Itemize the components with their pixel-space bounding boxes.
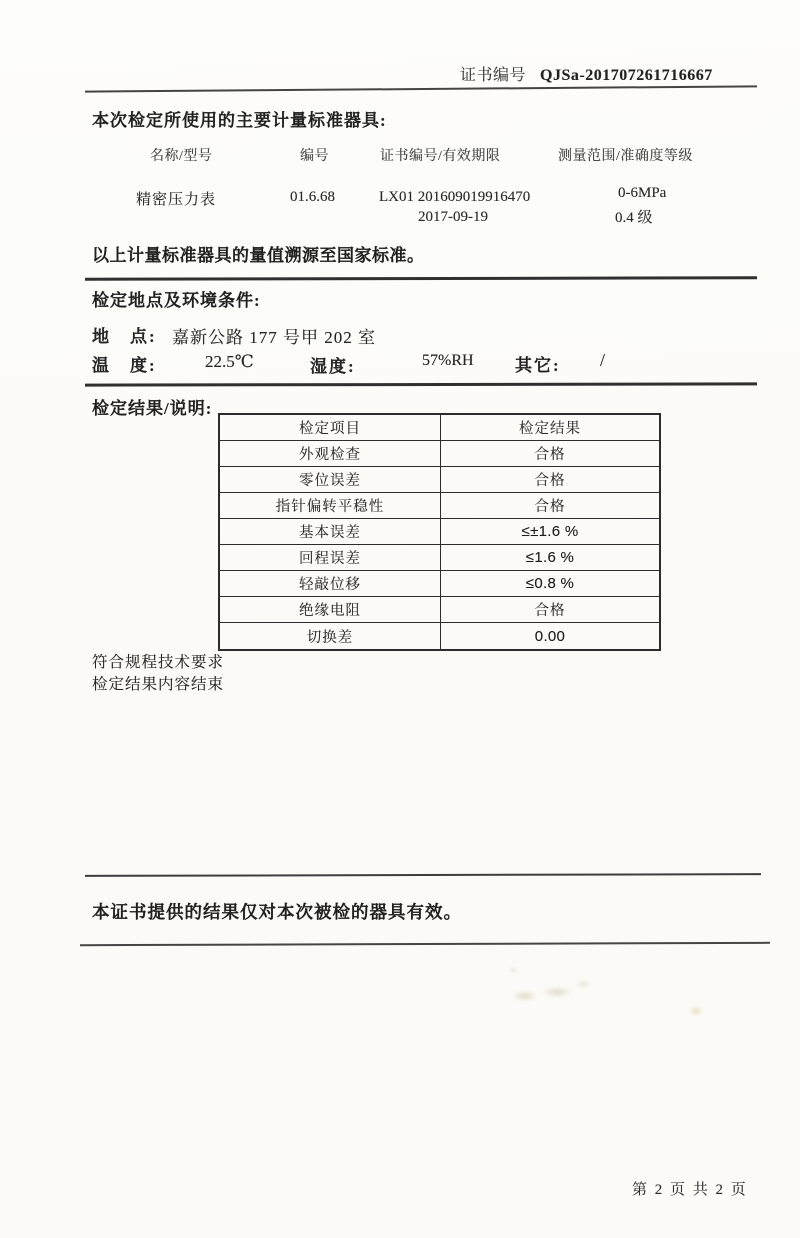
table-row	[220, 519, 659, 545]
results-section-rule	[85, 382, 757, 386]
result-item-value: ≤±1.6 %	[521, 523, 579, 540]
results-table-header-row	[220, 415, 659, 441]
result-item-label: 回程误差	[220, 545, 441, 570]
environment-section-title: 检定地点及环境条件:	[92, 291, 261, 310]
location-value: 嘉新公路 177 号甲 202 室	[172, 328, 376, 347]
table-row	[220, 545, 659, 571]
instrument-cert-number: LX01 201609019916470	[379, 189, 531, 205]
result-item-value: 合格	[534, 603, 566, 619]
traceability-note: 以上计量标准器具的量值溯源至国家标准。	[92, 246, 425, 265]
instrument-accuracy-class: 0.4 级	[615, 210, 653, 226]
result-item-value: 0.00	[534, 627, 566, 645]
header-rule	[85, 85, 757, 92]
results-section-title: 检定结果/说明:	[92, 399, 213, 418]
certificate-number-label: 证书编号	[460, 67, 527, 84]
validity-rule-top	[85, 873, 761, 877]
instrument-range: 0-6MPa	[618, 185, 667, 201]
table-row	[220, 623, 659, 649]
table-row	[220, 493, 659, 519]
column-header-name: 名称/型号	[150, 149, 213, 164]
results-end-note: 检定结果内容结束	[92, 676, 225, 693]
column-header-serial: 编号	[300, 149, 329, 164]
location-label: 地 点:	[92, 327, 157, 346]
humidity-value: 57%RH	[422, 352, 474, 369]
instrument-serial: 01.6.68	[290, 189, 335, 205]
certificate-number-line	[460, 62, 713, 85]
table-row	[220, 467, 659, 493]
table-row	[220, 597, 659, 623]
column-header-range: 测量范围/准确度等级	[558, 149, 693, 164]
result-item-label: 切换差	[220, 623, 441, 649]
stamp-bleed-through	[495, 958, 615, 1018]
instrument-name: 精密压力表	[136, 192, 217, 208]
result-item-value: ≤1.6 %	[525, 549, 575, 566]
other-condition-value: /	[600, 350, 606, 370]
result-item-label: 轻敲位移	[220, 571, 441, 596]
temperature-value: 22.5℃	[205, 352, 254, 371]
page-indicator: 第 2 页 共 2 页	[632, 1182, 748, 1198]
results-table	[218, 413, 661, 651]
temperature-label: 温 度:	[92, 356, 157, 375]
result-item-value: 合格	[534, 447, 566, 463]
conformity-note: 符合规程技术要求	[92, 654, 225, 671]
result-item-label: 指针偏转平稳性	[220, 493, 441, 518]
result-item-label: 绝缘电阻	[220, 597, 441, 622]
table-row	[220, 441, 659, 467]
result-item-value: ≤0.8 %	[525, 575, 575, 592]
result-item-label: 外观检查	[220, 441, 441, 466]
humidity-label: 湿度:	[310, 357, 356, 376]
other-condition-label: 其它:	[515, 356, 561, 375]
result-item-label: 零位误差	[220, 467, 441, 492]
instrument-valid-until: 2017-09-19	[418, 209, 488, 225]
validity-note: 本证书提供的结果仅对本次被检的器具有效。	[92, 902, 462, 922]
validity-rule-bottom	[80, 942, 770, 946]
column-header-cert: 证书编号/有效期限	[380, 149, 501, 164]
results-header-result: 检定结果	[519, 421, 581, 437]
results-header-item: 检定项目	[220, 415, 441, 440]
result-item-label: 基本误差	[220, 519, 441, 544]
environment-section-rule	[85, 276, 757, 280]
result-item-value: 合格	[534, 473, 566, 489]
certificate-number-value: QJSa-201707261716667	[540, 67, 713, 84]
stamp-bleed-dot	[688, 1005, 704, 1017]
result-item-value: 合格	[534, 499, 566, 515]
standards-section-title: 本次检定所使用的主要计量标准器具:	[92, 111, 387, 130]
table-row	[220, 571, 659, 597]
